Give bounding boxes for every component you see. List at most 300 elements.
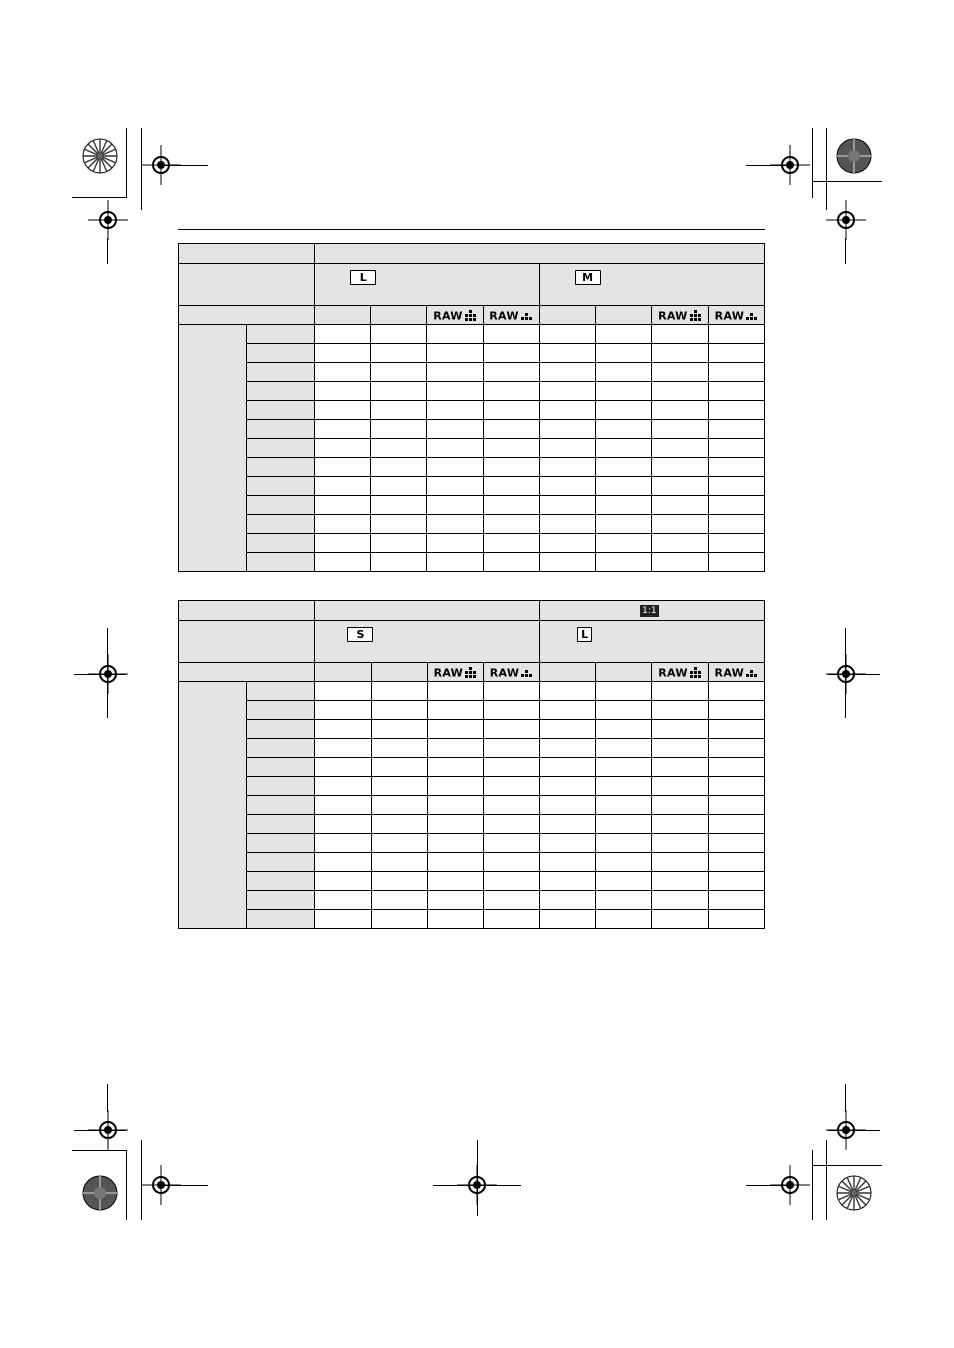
table-row	[179, 758, 765, 777]
table-cell	[483, 682, 539, 701]
table-cell	[540, 834, 596, 853]
crop-line	[74, 1130, 126, 1131]
table-cell	[483, 458, 539, 477]
table-cell	[371, 720, 427, 739]
table-cell	[540, 701, 596, 720]
quality-header-raw	[427, 306, 483, 325]
table-cell	[595, 439, 651, 458]
row-label	[247, 458, 315, 477]
table-cell	[371, 382, 427, 401]
table-row	[179, 553, 765, 572]
table-cell	[483, 834, 539, 853]
table-cell	[483, 439, 539, 458]
table-cell	[427, 420, 483, 439]
table-cell	[595, 458, 651, 477]
table-cell	[483, 796, 539, 815]
row-label	[247, 720, 315, 739]
quality-header	[540, 663, 596, 682]
table-cell	[315, 834, 371, 853]
table-cell	[708, 534, 764, 553]
recording-capacity-table-top	[178, 243, 765, 572]
table-cell	[652, 891, 708, 910]
table-cell	[708, 401, 764, 420]
table-cell	[483, 344, 539, 363]
table-cell	[483, 363, 539, 382]
table-cell	[539, 534, 595, 553]
table-cell	[708, 853, 764, 872]
table-cell	[371, 739, 427, 758]
table-cell	[371, 758, 427, 777]
table-cell	[315, 815, 371, 834]
row-label	[247, 796, 315, 815]
table-cell	[708, 344, 764, 363]
table-cell	[371, 853, 427, 872]
table-cell	[371, 553, 427, 572]
table-cell	[540, 853, 596, 872]
table-cell	[427, 382, 483, 401]
table-cell	[427, 853, 483, 872]
table-cell	[540, 682, 596, 701]
table-cell	[315, 701, 371, 720]
table-row	[179, 401, 765, 420]
table-cell	[652, 739, 708, 758]
quality-header	[595, 306, 651, 325]
table-cell	[595, 496, 651, 515]
crop-line	[107, 1084, 108, 1112]
table-cell	[708, 439, 764, 458]
crop-line	[72, 197, 127, 198]
table-cell	[595, 325, 651, 344]
picture-size-medium-icon: M	[575, 270, 601, 285]
table-cell	[315, 477, 371, 496]
crop-line	[107, 238, 108, 264]
table-cell	[315, 382, 371, 401]
table-cell	[483, 496, 539, 515]
crop-line	[826, 1140, 827, 1220]
table-cell	[315, 325, 371, 344]
row-label	[247, 815, 315, 834]
raw-label: RAW	[658, 666, 688, 680]
table-cell	[652, 701, 708, 720]
table-cell	[708, 872, 764, 891]
table-cell	[651, 458, 708, 477]
table-cell	[371, 796, 427, 815]
table-cell	[427, 553, 483, 572]
table-cell	[315, 872, 371, 891]
table-cell	[651, 325, 708, 344]
table-cell	[708, 515, 764, 534]
quality-header-raw	[708, 306, 764, 325]
row-label	[247, 739, 315, 758]
crop-line	[126, 128, 127, 198]
crop-line	[107, 628, 108, 718]
table-cell	[371, 891, 427, 910]
table-cell	[539, 553, 595, 572]
table-row	[179, 477, 765, 496]
crop-line	[74, 674, 126, 675]
table-cell	[539, 477, 595, 496]
table-cell	[371, 363, 427, 382]
table-cell	[427, 701, 483, 720]
table-cell	[371, 496, 427, 515]
table-row	[179, 420, 765, 439]
color-target-icon	[82, 138, 118, 174]
table-cell	[540, 758, 596, 777]
table-cell	[539, 401, 595, 420]
table-cell	[483, 382, 539, 401]
table-row	[179, 458, 765, 477]
raw-label: RAW	[433, 309, 463, 323]
table-cell	[315, 458, 371, 477]
standard-icon	[745, 667, 758, 678]
table-cell	[539, 496, 595, 515]
table-cell	[652, 834, 708, 853]
table-cell	[708, 758, 764, 777]
table-cell	[652, 682, 708, 701]
table-row	[179, 344, 765, 363]
table-cell	[315, 739, 371, 758]
picture-size-small-icon: S	[347, 627, 373, 642]
table-cell	[708, 815, 764, 834]
size-header-medium	[539, 264, 764, 306]
crop-line	[826, 128, 827, 210]
table-cell	[483, 853, 539, 872]
crop-line	[812, 128, 813, 198]
color-target-icon	[82, 1175, 118, 1211]
table-row	[179, 777, 765, 796]
table-cell	[708, 496, 764, 515]
crop-line	[812, 1150, 813, 1220]
table-cell	[595, 420, 651, 439]
table-cell	[651, 496, 708, 515]
table-cell	[483, 758, 539, 777]
color-target-icon	[836, 138, 872, 174]
table-cell	[371, 515, 427, 534]
table-cell	[595, 344, 651, 363]
row-label	[247, 534, 315, 553]
table-cell	[371, 401, 427, 420]
table-row	[179, 720, 765, 739]
table-cell	[708, 796, 764, 815]
table-cell	[315, 401, 371, 420]
table-cell	[651, 534, 708, 553]
table-cell	[427, 439, 483, 458]
row-group-header	[179, 325, 247, 572]
fine-icon	[689, 667, 702, 678]
standard-icon	[520, 667, 533, 678]
aspect-ratio-1-1-icon: 1:1	[642, 606, 657, 617]
row-group-header	[179, 682, 247, 929]
table-cell	[540, 720, 596, 739]
table-cell	[483, 325, 539, 344]
header-cell	[179, 621, 315, 663]
table-cell	[427, 872, 483, 891]
table-cell	[540, 891, 596, 910]
table-cell	[652, 796, 708, 815]
header-cell	[179, 306, 315, 325]
table-cell	[539, 325, 595, 344]
crop-line	[746, 165, 790, 166]
table-cell	[708, 458, 764, 477]
table-cell	[427, 401, 483, 420]
row-label	[247, 515, 315, 534]
table-cell	[596, 701, 652, 720]
color-target-icon	[836, 1175, 872, 1211]
row-label	[247, 853, 315, 872]
table-cell	[427, 891, 483, 910]
table-cell	[708, 363, 764, 382]
fine-icon	[464, 667, 477, 678]
table-cell	[596, 720, 652, 739]
table-cell	[483, 477, 539, 496]
fine-icon	[464, 310, 477, 321]
crop-line	[828, 674, 880, 675]
table-row	[179, 739, 765, 758]
crop-line	[160, 165, 208, 166]
crop-line	[845, 628, 846, 718]
table-cell	[540, 815, 596, 834]
table-cell	[595, 515, 651, 534]
table-cell	[483, 515, 539, 534]
table-cell	[315, 344, 371, 363]
table-cell	[652, 910, 708, 929]
quality-header	[596, 663, 652, 682]
table-cell	[371, 682, 427, 701]
table-cell	[427, 777, 483, 796]
table-cell	[315, 853, 371, 872]
table-cell	[315, 777, 371, 796]
table-cell	[708, 720, 764, 739]
row-label	[247, 834, 315, 853]
table-cell	[427, 534, 483, 553]
table-cell	[539, 420, 595, 439]
crop-line	[160, 1185, 208, 1186]
table-cell	[371, 701, 427, 720]
table-cell	[596, 853, 652, 872]
table-cell	[483, 401, 539, 420]
table-cell	[708, 834, 764, 853]
quality-header-raw	[483, 306, 539, 325]
crop-line	[845, 238, 846, 264]
row-label	[247, 701, 315, 720]
header-rule	[178, 229, 765, 230]
table-cell	[427, 325, 483, 344]
aspect-ratio-header	[315, 244, 765, 264]
table-cell	[315, 363, 371, 382]
table-cell	[539, 382, 595, 401]
recording-capacity-table-bottom	[178, 600, 765, 929]
table-cell	[708, 910, 764, 929]
table-cell	[483, 910, 539, 929]
quality-header	[315, 306, 371, 325]
table-cell	[708, 739, 764, 758]
raw-label: RAW	[433, 666, 464, 680]
table-cell	[315, 515, 371, 534]
quality-header	[371, 663, 427, 682]
table-cell	[595, 401, 651, 420]
table-cell	[652, 777, 708, 796]
table-cell	[371, 439, 427, 458]
table-cell	[595, 382, 651, 401]
table-cell	[371, 477, 427, 496]
table-cell	[427, 458, 483, 477]
picture-size-large-icon: L	[350, 270, 376, 285]
table-cell	[596, 682, 652, 701]
table-cell	[315, 420, 371, 439]
table-row	[179, 853, 765, 872]
table-cell	[371, 834, 427, 853]
table-cell	[651, 382, 708, 401]
table-row	[179, 872, 765, 891]
table-cell	[595, 363, 651, 382]
quality-header-raw	[651, 306, 708, 325]
row-label	[247, 325, 315, 344]
header-cell	[179, 264, 315, 306]
table-cell	[651, 477, 708, 496]
raw-label: RAW	[714, 666, 745, 680]
row-label	[247, 363, 315, 382]
table-row	[179, 496, 765, 515]
table-row	[179, 910, 765, 929]
row-label	[247, 872, 315, 891]
table-cell	[540, 872, 596, 891]
table-cell	[371, 872, 427, 891]
table-row	[179, 682, 765, 701]
table-cell	[651, 420, 708, 439]
row-label	[247, 420, 315, 439]
table-cell	[483, 891, 539, 910]
row-label	[247, 910, 315, 929]
table-cell	[596, 739, 652, 758]
table-cell	[651, 515, 708, 534]
crop-line	[828, 1130, 880, 1131]
raw-label: RAW	[489, 666, 520, 680]
table-cell	[596, 872, 652, 891]
table-cell	[427, 739, 483, 758]
table-cell	[596, 891, 652, 910]
table-cell	[483, 720, 539, 739]
table-cell	[427, 834, 483, 853]
crop-line	[72, 1150, 127, 1151]
table-cell	[708, 477, 764, 496]
table-cell	[427, 910, 483, 929]
quality-header-raw	[652, 663, 708, 682]
quality-header-raw	[427, 663, 483, 682]
table-cell	[540, 910, 596, 929]
table-cell	[708, 325, 764, 344]
header-cell	[179, 663, 315, 682]
raw-label: RAW	[714, 309, 745, 323]
aspect-ratio-header-square	[540, 601, 765, 621]
row-label	[247, 553, 315, 572]
header-cell	[179, 244, 315, 264]
table-cell	[651, 344, 708, 363]
row-label	[247, 477, 315, 496]
table-row	[179, 382, 765, 401]
row-label	[247, 344, 315, 363]
registration-mark-icon	[826, 200, 866, 240]
table-row	[179, 834, 765, 853]
row-label	[247, 777, 315, 796]
table-cell	[652, 853, 708, 872]
row-label	[247, 758, 315, 777]
table-cell	[539, 363, 595, 382]
table-cell	[315, 891, 371, 910]
table-cell	[315, 534, 371, 553]
raw-label: RAW	[658, 309, 688, 323]
crop-line	[812, 181, 882, 182]
table-cell	[708, 682, 764, 701]
table-cell	[483, 739, 539, 758]
standard-icon	[745, 310, 758, 321]
size-header-large	[315, 264, 539, 306]
table-cell	[596, 834, 652, 853]
table-cell	[540, 796, 596, 815]
table-row	[179, 439, 765, 458]
table-cell	[315, 720, 371, 739]
raw-label: RAW	[489, 309, 519, 323]
table-row	[179, 815, 765, 834]
table-cell	[371, 344, 427, 363]
table-cell	[315, 910, 371, 929]
table-cell	[596, 777, 652, 796]
table-cell	[371, 458, 427, 477]
table-cell	[427, 815, 483, 834]
table-cell	[595, 534, 651, 553]
table-cell	[596, 796, 652, 815]
fine-icon	[689, 310, 702, 321]
crop-line	[845, 1084, 846, 1112]
size-header-large	[540, 621, 765, 663]
table-cell	[427, 758, 483, 777]
table-cell	[483, 420, 539, 439]
crop-line	[126, 1150, 127, 1220]
quality-header	[315, 663, 371, 682]
table-cell	[708, 382, 764, 401]
quality-header-raw	[708, 663, 764, 682]
table-cell	[539, 344, 595, 363]
quality-header-raw	[483, 663, 539, 682]
row-label	[247, 401, 315, 420]
table-cell	[483, 553, 539, 572]
table-cell	[651, 401, 708, 420]
table-cell	[371, 815, 427, 834]
row-label	[247, 382, 315, 401]
table-cell	[483, 701, 539, 720]
table-cell	[315, 439, 371, 458]
table-cell	[708, 777, 764, 796]
table-cell	[427, 363, 483, 382]
table-cell	[483, 815, 539, 834]
picture-size-large-icon: L	[577, 627, 592, 642]
table-cell	[427, 477, 483, 496]
table-cell	[596, 815, 652, 834]
table-cell	[427, 720, 483, 739]
table-cell	[708, 701, 764, 720]
table-row	[179, 796, 765, 815]
table-cell	[540, 777, 596, 796]
table-cell	[708, 420, 764, 439]
table-cell	[483, 534, 539, 553]
standard-icon	[520, 310, 533, 321]
table-cell	[371, 420, 427, 439]
table-cell	[652, 872, 708, 891]
table-cell	[427, 796, 483, 815]
row-label	[247, 439, 315, 458]
table-cell	[595, 553, 651, 572]
table-cell	[315, 758, 371, 777]
table-cell	[371, 534, 427, 553]
